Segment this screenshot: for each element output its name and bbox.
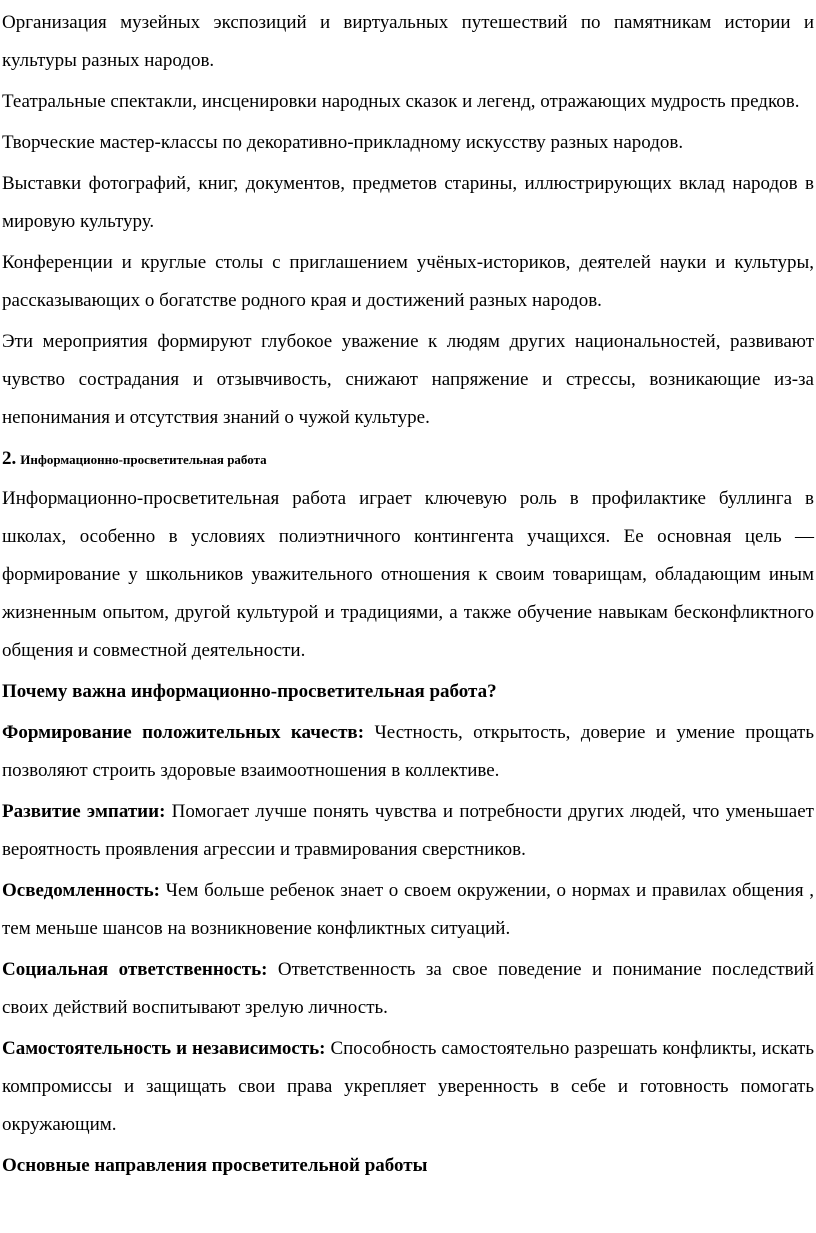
- paragraph-master-classes: Творческие мастер-классы по декоративно-прикладному искусству разных народов.: [2, 132, 684, 153]
- point-text: Чем больше ребенок знает о своем окружении, о нормах и правилах общения , тем меньше шансов на возникновение конфликтных ситуаций.: [2, 880, 814, 939]
- point-empathy: [2, 793, 814, 869]
- point-lead: Социальная ответственность:: [2, 959, 268, 980]
- paragraph-intro: Информационно-просветительная работа играет ключевую роль в профилактике буллинга в школах, особенно в условиях полиэтничного контингента учащихся. Ее основная цель — формирование у школьников уважительного отношения к своим товарищам, обладающим иным жизненным опытом, другой культурой и традициями, а также обучение навыкам бесконфликтного общения и совместной деятельности.: [2, 488, 814, 661]
- point-lead: Развитие эмпатии:: [2, 801, 166, 822]
- point-lead: Самостоятельность и независимость:: [2, 1038, 326, 1059]
- section-title: Информационно-просветительная работа: [20, 452, 267, 467]
- section-number: 2.: [2, 448, 17, 469]
- point-text: Честность, открытость, доверие и умение прощать позволяют строить здоровые взаимоотношения в коллективе.: [2, 722, 815, 781]
- point-lead: Формирование положительных качеств:: [2, 722, 365, 743]
- point-awareness: [2, 872, 814, 948]
- why-heading: Почему важна информационно-просветительная работа?: [2, 681, 497, 702]
- paragraph-museum-exhibitions: Организация музейных экспозиций и виртуальных путешествий по памятникам истории и культуры разных народов.: [2, 12, 814, 71]
- directions-heading: Основные направления просветительной работы: [2, 1155, 428, 1176]
- point-text: Ответственность за свое поведение и понимание последствий своих действий воспитывают зрелую личность.: [2, 959, 814, 1018]
- point-independence: [2, 1030, 814, 1144]
- paragraph-events-summary: Эти мероприятия формируют глубокое уважение к людям других национальностей, развивают чувство сострадания и отзывчивость, снижают напряжение и стрессы, возникающие из-за непонимания и отсутствия знаний о чужой культуре.: [2, 331, 814, 428]
- point-text: Способность самостоятельно разрешать конфликты, искать компромиссы и защищать свои права укрепляет уверенность в себе и готовность помогать окружающим.: [2, 1038, 814, 1135]
- section-heading: [2, 440, 814, 479]
- point-lead: Осведомленность:: [2, 880, 160, 901]
- point-positive-qualities: [2, 714, 814, 790]
- paragraph-theatre-performances: Театральные спектакли, инсценировки народных сказок и легенд, отражающих мудрость предков.: [2, 91, 800, 112]
- paragraph-exhibitions: Выставки фотографий, книг, документов, предметов старины, иллюстрирующих вклад народов в мировую культуру.: [2, 173, 814, 232]
- point-text: Помогает лучше понять чувства и потребности других людей, что уменьшает вероятность проявления агрессии и травмирования сверстников.: [2, 801, 814, 860]
- paragraph-conferences: Конференции и круглые столы с приглашением учёных-историков, деятелей науки и культуры, рассказывающих о богатстве родного края и достижений разных народов.: [2, 252, 814, 311]
- point-social-responsibility: [2, 951, 814, 1027]
